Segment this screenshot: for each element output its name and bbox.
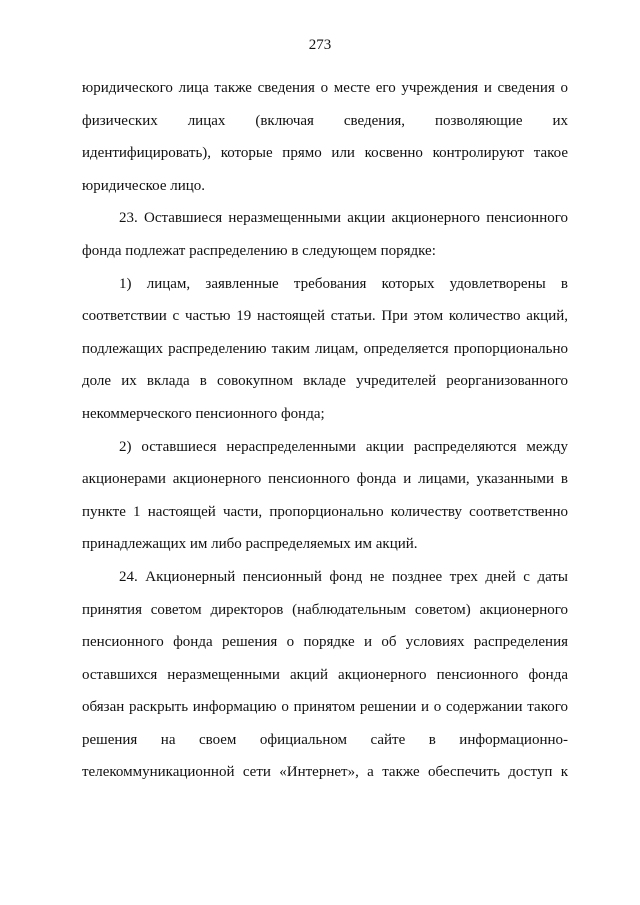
paragraph-subitem-1: [82, 268, 568, 431]
text-line: решения на своем официальном сайте в информационно-: [82, 731, 568, 748]
text-line: фонда подлежат распределению в следующем порядке:: [82, 242, 436, 259]
text-line: обязан раскрыть информацию о принятом решении и о содержании такого: [82, 699, 568, 716]
paragraph-item-24: [82, 561, 568, 789]
text-line: юридического лица также сведения о месте его учреждения и сведения о: [82, 80, 568, 96]
text-line: телекоммуникационной сети «Интернет», а также обеспечить доступ к: [82, 764, 568, 781]
document-body: [82, 72, 568, 789]
text-line: акционерами акционерного пенсионного фонда и лицами, указанными в: [82, 471, 568, 488]
text-line: идентифицировать), которые прямо или косвенно контролируют такое: [82, 145, 568, 162]
text-line: пенсионного фонда решения о порядке и об условиях распределения: [82, 634, 568, 651]
text-line: 24. Акционерный пенсионный фонд не позднее трех дней с даты: [119, 568, 568, 585]
text-line: принятия советом директоров (наблюдательным советом) акционерного: [82, 601, 568, 618]
text-line: оставшихся неразмещенными акций акционерного пенсионного фонда: [82, 666, 568, 683]
paragraph-subitem-2: [82, 431, 568, 561]
text-line: физических лицах (включая сведения, позволяющие их: [82, 112, 568, 129]
page-number: 273: [308, 37, 332, 53]
text-line: доле их вклада в совокупном вкладе учредителей реорганизованного: [82, 373, 568, 390]
text-line: некоммерческого пенсионного фонда;: [82, 405, 325, 422]
text-line: пункте 1 настоящей части, пропорционально количеству соответственно: [82, 503, 568, 520]
text-line: юридическое лицо.: [82, 177, 206, 194]
text-line: соответствии с частью 19 настоящей статьи. При этом количество акций,: [82, 308, 568, 325]
paragraph-continuation: [82, 72, 568, 202]
text-line: принадлежащих им либо распределяемых им акций.: [82, 536, 418, 553]
text-line: 23. Оставшиеся неразмещенными акции акционерного пенсионного: [119, 210, 568, 227]
text-line: 2) оставшиеся нераспределенными акции распределяются между: [119, 438, 568, 455]
paragraph-item-23: [82, 202, 568, 267]
text-line: 1) лицам, заявленные требования которых удовлетворены в: [119, 275, 568, 292]
text-line: подлежащих распределению таким лицам, определяется пропорционально: [82, 340, 568, 357]
